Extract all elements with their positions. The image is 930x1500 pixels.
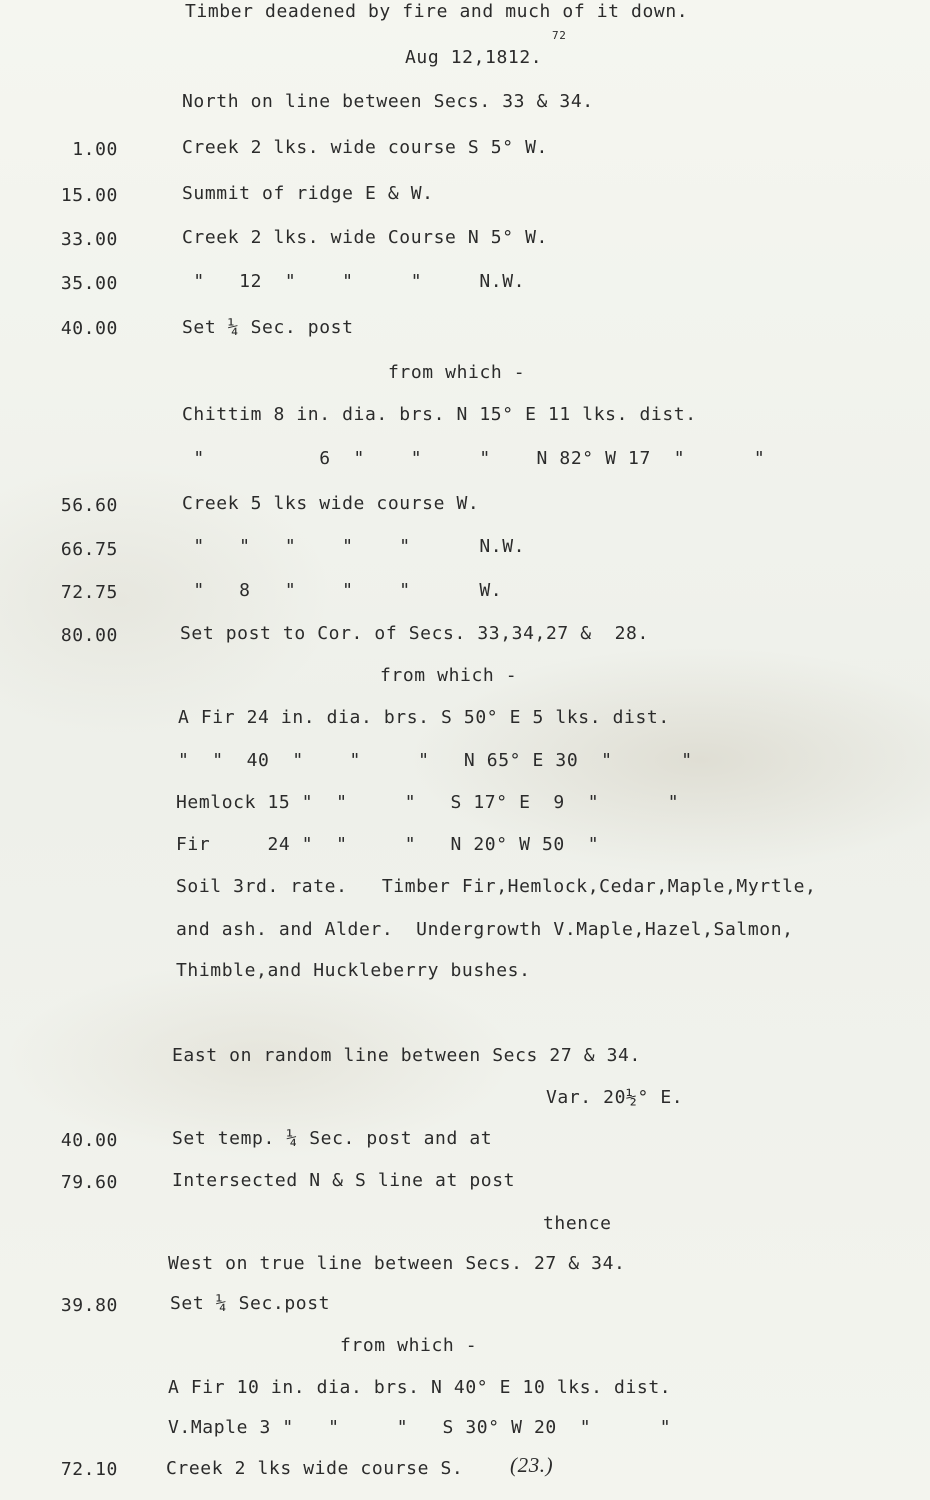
entry-text: " 8 " " " W.: [182, 580, 503, 601]
distance: 56.60: [60, 495, 118, 516]
distance: 79.60: [60, 1172, 118, 1193]
distance: 66.75: [60, 539, 118, 560]
distance: 33.00: [60, 229, 118, 250]
date-line: Aug 12,1812.: [405, 47, 543, 68]
bearing-line: " 6 " " " N 82° W 17 " ": [182, 448, 766, 469]
entry-text: Creek 2 lks. wide course S 5° W.: [182, 137, 548, 158]
soil-text: and ash. and Alder. Undergrowth V.Maple,Hazel,Salmon,: [176, 919, 794, 940]
section-heading: East on random line between Secs 27 & 34.: [172, 1045, 641, 1066]
entry-text: Set ¼ Sec.post: [170, 1293, 331, 1314]
section-heading: West on true line between Secs. 27 & 34.: [168, 1253, 626, 1274]
section-heading: North on line between Secs. 33 & 34.: [182, 91, 594, 112]
bearing-line: A Fir 24 in. dia. brs. S 50° E 5 lks. dist.: [178, 707, 670, 728]
bearing-line: V.Maple 3 " " " S 30° W 20 " ": [168, 1417, 672, 1438]
entry-text: Set ¼ Sec. post: [182, 317, 354, 338]
entry-text: " " " " " N.W.: [182, 536, 526, 557]
soil-text: Thimble,and Huckleberry bushes.: [176, 960, 531, 981]
from-which: from which -: [380, 665, 518, 686]
distance: 40.00: [60, 318, 118, 339]
entry-text: Creek 2 lks wide course S.: [166, 1458, 464, 1479]
variation: Var. 20½° E.: [546, 1087, 684, 1108]
page-number: (23.): [510, 1453, 554, 1477]
entry-text: Creek 5 lks wide course W.: [182, 493, 480, 514]
entry-text: Summit of ridge E & W.: [182, 183, 434, 204]
bearing-line: " " 40 " " " N 65° E 30 " ": [178, 750, 693, 771]
distance: 40.00: [60, 1130, 118, 1151]
distance: 1.00: [72, 139, 118, 160]
distance: 72.10: [60, 1459, 118, 1480]
soil-text: Soil 3rd. rate. Timber Fir,Hemlock,Cedar,Maple,Myrtle,: [176, 876, 817, 897]
header-line: Timber deadened by fire and much of it down.: [185, 1, 689, 22]
bearing-line: A Fir 10 in. dia. brs. N 40° E 10 lks. dist.: [168, 1377, 672, 1398]
entry-text: Intersected N & S line at post: [172, 1170, 516, 1191]
bearing-line: Hemlock 15 " " " S 17° E 9 " ": [176, 792, 680, 813]
from-which: from which -: [388, 362, 526, 383]
thence: thence: [543, 1213, 612, 1234]
bearing-line: Fir 24 " " " N 20° W 50 ": [176, 834, 600, 855]
bearing-line: Chittim 8 in. dia. brs. N 15° E 11 lks. dist.: [182, 404, 697, 425]
entry-text: Set post to Cor. of Secs. 33,34,27 & 28.: [180, 623, 649, 644]
distance: 35.00: [60, 273, 118, 294]
entry-text: Set temp. ¼ Sec. post and at: [172, 1128, 493, 1149]
entry-text: " 12 " " " N.W.: [182, 271, 526, 292]
distance: 80.00: [60, 625, 118, 646]
distance: 15.00: [60, 185, 118, 206]
distance: 72.75: [60, 582, 118, 603]
entry-text: Creek 2 lks. wide Course N 5° W.: [182, 227, 548, 248]
distance: 39.80: [60, 1295, 118, 1316]
page-mark: 72: [552, 29, 567, 42]
from-which: from which -: [340, 1335, 478, 1356]
